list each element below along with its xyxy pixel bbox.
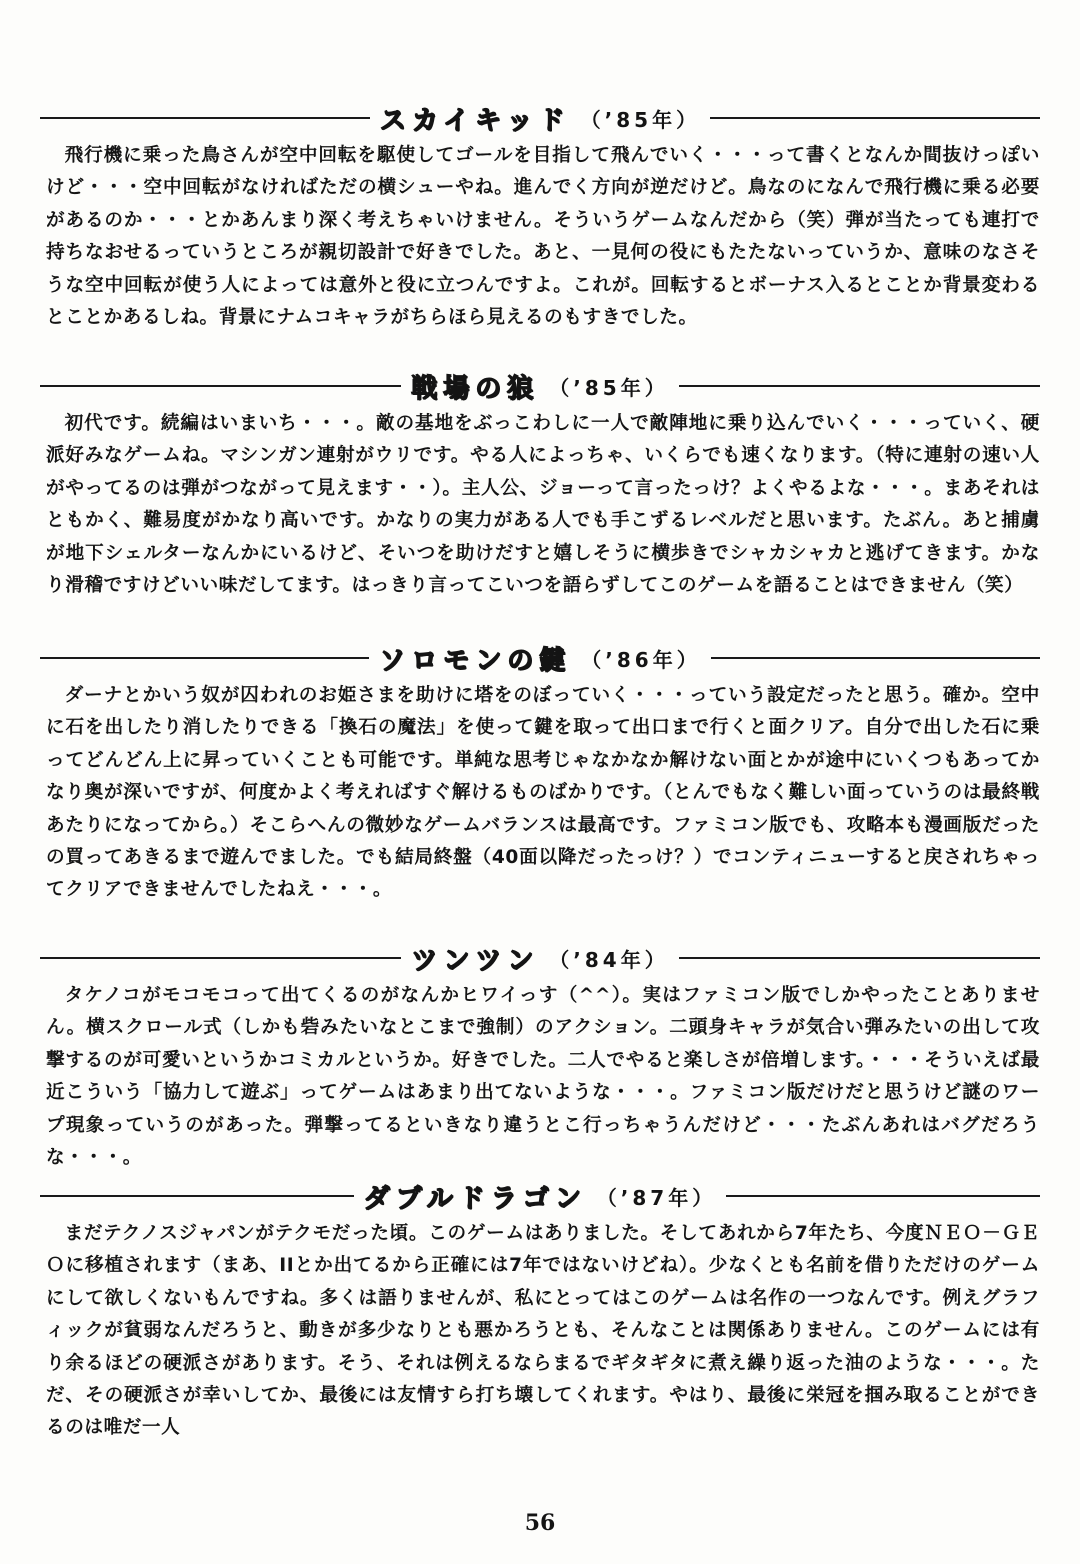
heading-rule-right <box>679 957 1040 959</box>
section-year: （’85年） <box>580 107 701 132</box>
section-body: 初代です。続編はいまいち・・・。敵の基地をぶっこわしに一人で敵陣地に乗り込んでいく・・・っていく、硬派好みなゲームね。マシンガン連射がウリです。やる人によっちゃ、いくらでも速くなります。（特に連射の速い人がやってるのは弾がつながって見えます・・）。主人公、ジョーって言ったっけ？よくやるよな・・・。まあそれはともかく、難易度がかなり高いです。かなりの実力がある人でも手こずるレベルだと思います。たぶん。あと捕虜が地下シェルターなんかにいるけど、そいつを助けだすと嬉しそうに横歩きでシャカシャカと逃げてきます。かなり滑稽ですけどいい味だしてます。はっきり言ってこいつを語らずしてこのゲームを語ることはできません（笑） <box>46 413 1040 597</box>
heading-rule-left <box>40 957 401 959</box>
section-double-dragon <box>40 1176 1040 1445</box>
section-year: （’86年） <box>581 647 701 672</box>
heading-rule-left <box>40 657 369 659</box>
section-title: スカイキッド <box>379 105 571 136</box>
section-year: （’84年） <box>549 947 669 972</box>
section-year: （’87年） <box>596 1185 717 1210</box>
section-body: ダーナとかいう奴が囚われのお姫さまを助けに塔をのぼっていく・・・っていう設定だったと思う。確か。空中に石を出したり消したりできる「換石の魔法」を使って鍵を取って出口まで行くと面クリア。自分で出した石に乗ってどんどん上に昇っていくことも可能です。単純な思考じゃなかなか解けない面とかが途中にいくつもあってかなり奥が深いですが、何度かよく考えればすぐ解けるものばかりです。（とんでもなく難しい面っていうのは最終戦あたりになってから。）そこらへんの微妙なゲームバランスは最高です。ファミコン版でも、攻略本も漫画版だったの買ってあきるまで遊んでました。でも結局終盤（40面以降だったっけ？）でコンティニューすると戻されちゃってクリアできませんでしたねえ・・・。 <box>46 685 1040 901</box>
section-title: ダブルドラゴン <box>363 1183 587 1214</box>
heading-rule-right <box>710 117 1040 119</box>
heading-rule-right <box>726 1195 1040 1197</box>
section-son-son <box>40 938 1040 1174</box>
section-heading <box>40 938 1040 978</box>
section-body: 飛行機に乗った鳥さんが空中回転を駆使してゴールを目指して飛んでいく・・・って書くとなんか間抜けっぽいけど・・・空中回転がなければただの横シューやね。進んでく方向が逆だけど。鳥なのになんで飛行機に乗る必要があるのか・・・とかあんまり深く考えちゃいけません。そういうゲームなんだから（笑）弾が当たっても連打で持ちなおせるっていうところが親切設計で好きでした。あと、一見何の役にもたたないっていうか、意味のなさそうな空中回転が使う人によっては意外と役に立つんですよ。これが。回転するとボーナス入るとことか背景変わるとことかあるしね。背景にナムコキャラがちらほら見えるのもすきでした。 <box>46 145 1040 329</box>
heading-rule-left <box>40 117 370 119</box>
section-heading <box>40 638 1040 678</box>
section-heading <box>40 98 1040 138</box>
section-title: 戦場の狼 <box>411 373 540 404</box>
section-title: ソロモンの鍵 <box>379 645 572 676</box>
section-heading <box>40 1176 1040 1216</box>
section-body: まだテクノスジャパンがテクモだった頃。このゲームはありました。そしてあれから7年たち、今度ＮＥＯ－ＧＥＯに移植されます（まあ、IIとか出てるから正確には7年ではないけどね）。少なくとも名前を借りただけのゲームにして欲しくないもんですね。多くは語りませんが、私にとってはこのゲームは名作の一つなんです。例えグラフィックが貧弱なんだろうと、動きが多少なりとも悪かろうとも、そんなことは関係ありません。このゲームには有り余るほどの硬派さがあります。そう、それは例えるならまるでギタギタに煮え繰り返った油のような・・・。ただ、その硬派さが幸いしてか、最後には友情すら打ち壊してくれます。やはり、最後に栄冠を掴み取ることができるのは唯だ一人 <box>46 1223 1040 1439</box>
section-year: （’85年） <box>549 375 669 400</box>
section-heading <box>40 366 1040 406</box>
page-number: 56 <box>524 1510 556 1536</box>
heading-rule-left <box>40 385 401 387</box>
heading-rule-left <box>40 1195 354 1197</box>
section-senjou-no-ookami <box>40 366 1040 602</box>
heading-rule-right <box>711 657 1040 659</box>
section-title: ツンツン <box>411 945 540 976</box>
section-solomon-no-kagi <box>40 638 1040 907</box>
section-sky-kid <box>40 98 1040 334</box>
heading-rule-right <box>679 385 1040 387</box>
section-body: タケノコがモコモコって出てくるのがなんかヒワイっす（^^）。実はファミコン版でしかやったことありません。横スクロール式（しかも砦みたいなとこまで強制）のアクション。二頭身キャラが気合い弾みたいの出して攻撃するのが可愛いというかコミカルというか。好きでした。二人でやると楽しさが倍増します。・・・そういえば最近こういう「協力して遊ぶ」ってゲームはあまり出てないような・・・。ファミコン版だけだと思うけど謎のワープ現象っていうのがあった。弾撃ってるといきなり違うとこ行っちゃうんだけど・・・たぶんあれはバグだろうな・・・。 <box>46 985 1040 1169</box>
